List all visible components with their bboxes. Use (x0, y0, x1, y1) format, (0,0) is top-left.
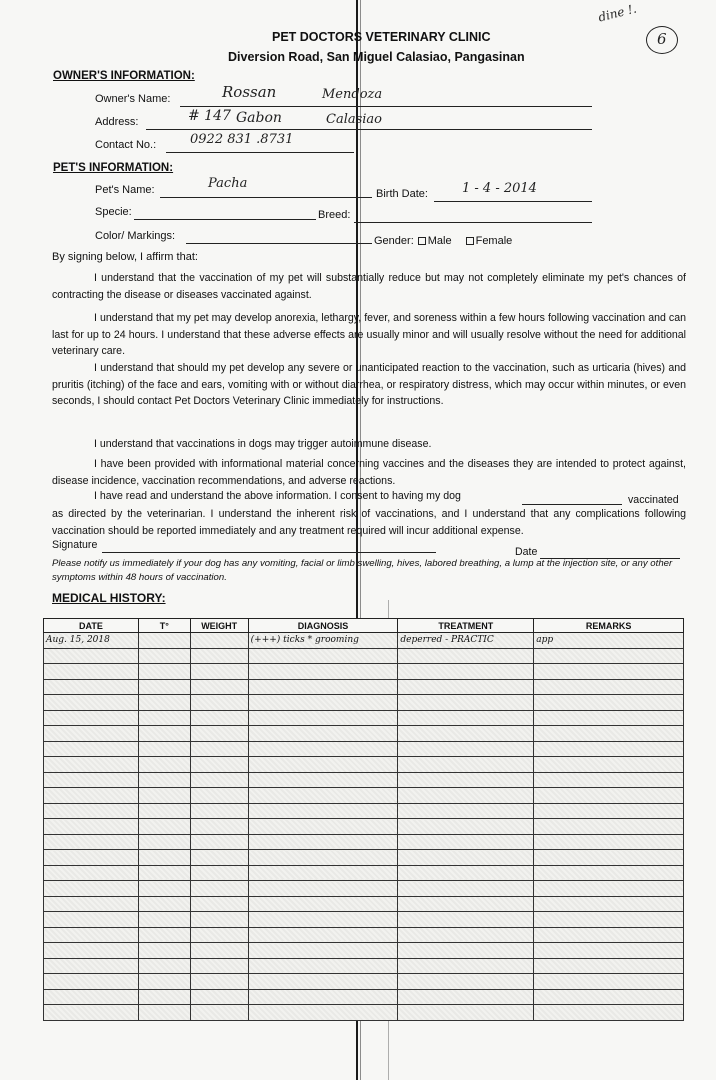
empty-cell (534, 958, 684, 974)
empty-cell (138, 803, 190, 819)
empty-cell (138, 927, 190, 943)
empty-cell (534, 881, 684, 897)
empty-cell (398, 1005, 534, 1021)
empty-cell (138, 912, 190, 928)
table-row (44, 881, 684, 897)
empty-cell (398, 850, 534, 866)
breed-line (354, 222, 592, 223)
empty-cell (138, 710, 190, 726)
cell-weight (190, 633, 248, 649)
empty-cell (248, 664, 398, 680)
empty-cell (190, 757, 248, 773)
table-row (44, 664, 684, 680)
empty-cell (398, 772, 534, 788)
empty-cell (398, 989, 534, 1005)
empty-cell (534, 757, 684, 773)
empty-cell (248, 757, 398, 773)
empty-cell (398, 648, 534, 664)
empty-cell (190, 974, 248, 990)
consent-paragraph-3: I understand that should my pet develop any severe or unanticipated reaction to the vaccination, such as urticaria (hives) and pruritis (itching) of the face and ears, vomiting with or without diarrhea, or respiratory distress, which may occur within minutes, or even seconds, I should contact Pet Doctors Veterinary Clinic immediately for instructions. (52, 362, 686, 408)
pet-section-title: PET'S INFORMATION: (53, 162, 174, 174)
empty-cell (138, 865, 190, 881)
empty-cell (190, 1005, 248, 1021)
empty-cell (534, 989, 684, 1005)
empty-cell (44, 648, 139, 664)
empty-cell (248, 865, 398, 881)
empty-cell (398, 679, 534, 695)
table-row (44, 896, 684, 912)
empty-cell (248, 974, 398, 990)
owner-section-title: OWNER'S INFORMATION: (53, 70, 195, 82)
consent-paragraph-6-start: I have read and understand the above information. I consent to having my dog (94, 490, 461, 502)
empty-cell (190, 958, 248, 974)
signature-line (102, 552, 436, 553)
consent-paragraph-4: I understand that vaccinations in dogs may trigger autoimmune disease. (94, 438, 432, 450)
empty-cell (138, 896, 190, 912)
empty-cell (44, 974, 139, 990)
empty-cell (190, 803, 248, 819)
cell-temperature (138, 633, 190, 649)
empty-cell (248, 695, 398, 711)
cell-diagnosis: (+++) ticks * grooming (248, 633, 398, 649)
empty-cell (190, 788, 248, 804)
empty-cell (534, 710, 684, 726)
empty-cell (190, 726, 248, 742)
empty-cell (398, 881, 534, 897)
cell-remarks: app (534, 633, 684, 649)
empty-cell (190, 679, 248, 695)
empty-cell (534, 741, 684, 757)
empty-cell (248, 912, 398, 928)
empty-cell (398, 757, 534, 773)
address-label: Address: (95, 116, 139, 128)
table-row (44, 695, 684, 711)
female-checkbox (466, 237, 474, 245)
empty-cell (534, 664, 684, 680)
clinic-name: PET DOCTORS VETERINARY CLINIC (272, 30, 491, 44)
dog-vaccine-line (522, 504, 622, 505)
empty-cell (44, 989, 139, 1005)
color-markings-line (186, 243, 372, 244)
cell-treatment: deperred - PRACTIC (398, 633, 534, 649)
empty-cell (138, 664, 190, 680)
empty-cell (248, 850, 398, 866)
empty-cell (44, 881, 139, 897)
empty-cell (248, 648, 398, 664)
empty-cell (534, 927, 684, 943)
medical-history-table (43, 618, 684, 1021)
table-row (44, 989, 684, 1005)
empty-cell (44, 1005, 139, 1021)
empty-cell (534, 648, 684, 664)
empty-cell (138, 788, 190, 804)
empty-cell (138, 726, 190, 742)
birth-date-line (434, 201, 592, 202)
empty-cell (534, 1005, 684, 1021)
empty-cell (190, 989, 248, 1005)
empty-cell (138, 989, 190, 1005)
empty-cell (398, 896, 534, 912)
empty-cell (248, 881, 398, 897)
birth-date-value: 1 - 4 - 2014 (462, 181, 537, 196)
empty-cell (138, 958, 190, 974)
empty-cell (44, 912, 139, 928)
empty-cell (44, 896, 139, 912)
specie-label: Specie: (95, 206, 132, 218)
pet-name-label: Pet's Name: (95, 184, 155, 196)
empty-cell (138, 881, 190, 897)
empty-cell (190, 664, 248, 680)
empty-cell (138, 819, 190, 835)
empty-cell (44, 679, 139, 695)
empty-cell (398, 927, 534, 943)
empty-cell (44, 850, 139, 866)
consent-paragraph-5: I have been provided with informational material concerning vaccines and the diseases they are intended to protect against, disease incidence, vaccination recommendations, and adverse reactions. (52, 458, 686, 487)
male-checkbox (418, 237, 426, 245)
empty-cell (534, 974, 684, 990)
empty-cell (248, 943, 398, 959)
empty-cell (44, 772, 139, 788)
empty-cell (534, 819, 684, 835)
clinic-address: Diversion Road, San Miguel Calasiao, Pangasinan (228, 50, 525, 64)
empty-cell (398, 664, 534, 680)
empty-cell (248, 710, 398, 726)
empty-cell (190, 943, 248, 959)
empty-cell (190, 772, 248, 788)
empty-cell (248, 788, 398, 804)
birth-date-label: Birth Date: (376, 188, 428, 200)
gender-label: Gender: (374, 235, 414, 247)
empty-cell (44, 788, 139, 804)
empty-cell (190, 881, 248, 897)
table-row (44, 648, 684, 664)
empty-cell (534, 679, 684, 695)
empty-cell (44, 927, 139, 943)
table-row (44, 850, 684, 866)
table-row (44, 788, 684, 804)
empty-cell (534, 772, 684, 788)
table-row (44, 803, 684, 819)
owner-name-line (180, 106, 592, 107)
page-number-mark: 6 (657, 30, 667, 48)
empty-cell (398, 695, 534, 711)
empty-cell (138, 1005, 190, 1021)
empty-cell (138, 695, 190, 711)
empty-cell (248, 772, 398, 788)
empty-cell (44, 943, 139, 959)
table-row (44, 772, 684, 788)
empty-cell (398, 943, 534, 959)
empty-cell (398, 710, 534, 726)
consent-paragraph-1: I understand that the vaccination of my pet will substantially reduce but may not completely eliminate my pet's chances of contracting the disease or diseases vaccinated against. (52, 272, 686, 301)
pet-name-line (160, 197, 372, 198)
signature-label: Signature (52, 539, 98, 551)
empty-cell (44, 803, 139, 819)
table-row (44, 1005, 684, 1021)
empty-cell (534, 943, 684, 959)
contact-line (166, 152, 354, 153)
empty-cell (44, 834, 139, 850)
color-markings-label: Color/ Markings: (95, 230, 176, 242)
table-row (44, 633, 684, 649)
empty-cell (248, 896, 398, 912)
empty-cell (190, 741, 248, 757)
empty-cell (534, 912, 684, 928)
empty-cell (44, 958, 139, 974)
empty-cell (248, 803, 398, 819)
empty-cell (44, 710, 139, 726)
empty-cell (248, 958, 398, 974)
empty-cell (248, 1005, 398, 1021)
contact-value: 0922 831 .8731 (190, 132, 294, 147)
empty-cell (534, 865, 684, 881)
empty-cell (398, 912, 534, 928)
consent-paragraph-2: I understand that my pet may develop anorexia, lethargy, fever, and soreness within a few hours following vaccination and can last for up to 24 hours. I understand that these adverse effects are usually minor and will usually resolve without the need for additional veterinary care. (52, 312, 686, 358)
empty-cell (44, 695, 139, 711)
empty-cell (248, 679, 398, 695)
table-row (44, 757, 684, 773)
col-diagnosis: DIAGNOSIS (248, 619, 398, 633)
specie-line (134, 219, 316, 220)
empty-cell (534, 896, 684, 912)
consent-vaccinated-word: vaccinated (628, 494, 679, 506)
empty-cell (44, 865, 139, 881)
table-row (44, 865, 684, 881)
col-temperature: T° (138, 619, 190, 633)
empty-cell (190, 896, 248, 912)
owner-last-name: Mendoza (322, 87, 383, 102)
table-row (44, 834, 684, 850)
empty-cell (190, 834, 248, 850)
empty-cell (398, 834, 534, 850)
empty-cell (190, 927, 248, 943)
table-row (44, 710, 684, 726)
empty-cell (534, 850, 684, 866)
table-row (44, 958, 684, 974)
table-row (44, 927, 684, 943)
empty-cell (398, 865, 534, 881)
male-option-label: Male (427, 235, 452, 247)
empty-cell (248, 927, 398, 943)
table-row (44, 912, 684, 928)
empty-cell (138, 850, 190, 866)
col-treatment: TREATMENT (398, 619, 534, 633)
address-town: Calasiao (326, 112, 383, 127)
empty-cell (44, 819, 139, 835)
empty-cell (398, 726, 534, 742)
table-row (44, 819, 684, 835)
empty-cell (248, 989, 398, 1005)
empty-cell (44, 741, 139, 757)
table-row (44, 943, 684, 959)
empty-cell (138, 757, 190, 773)
medical-history-title: MEDICAL HISTORY: (52, 591, 166, 605)
empty-cell (44, 726, 139, 742)
table-row (44, 726, 684, 742)
empty-cell (534, 803, 684, 819)
empty-cell (138, 772, 190, 788)
owner-name-label: Owner's Name: (95, 93, 171, 105)
table-row (44, 974, 684, 990)
empty-cell (190, 648, 248, 664)
empty-cell (398, 788, 534, 804)
cell-date: Aug. 15, 2018 (44, 633, 139, 649)
col-weight: WEIGHT (190, 619, 248, 633)
col-date: DATE (44, 619, 139, 633)
empty-cell (534, 726, 684, 742)
breed-label: Breed: (318, 209, 351, 221)
post-vaccination-notice: Please notify us immediately if your dog has any vomiting, facial or limb swelling, hives, labored breathing, a lump at the injection site, or any other symptoms within 48 hours of vaccination. (52, 558, 673, 583)
gender-field (374, 235, 512, 247)
empty-cell (190, 710, 248, 726)
consent-paragraph-6-rest: as directed by the veterinarian. I understand the inherent risk of vaccinations, and I understand that any complications following vaccination should be reported immediately and any treatment required will incur additional expense. (52, 508, 686, 537)
empty-cell (138, 648, 190, 664)
empty-cell (534, 695, 684, 711)
empty-cell (534, 788, 684, 804)
address-line (146, 129, 592, 130)
empty-cell (190, 865, 248, 881)
consent-intro: By signing below, I affirm that: (52, 251, 198, 263)
female-option-label: Female (475, 235, 513, 247)
corner-handwritten-note: dine !. (596, 1, 638, 25)
contact-label: Contact No.: (95, 139, 157, 151)
address-number: # 147 (188, 108, 231, 124)
empty-cell (190, 912, 248, 928)
owner-first-name: Rossan (222, 83, 277, 101)
empty-cell (138, 943, 190, 959)
empty-cell (248, 819, 398, 835)
address-street: Gabon (236, 110, 282, 126)
empty-cell (44, 757, 139, 773)
empty-cell (534, 834, 684, 850)
table-row (44, 679, 684, 695)
empty-cell (190, 850, 248, 866)
empty-cell (398, 974, 534, 990)
empty-cell (398, 803, 534, 819)
empty-cell (138, 679, 190, 695)
empty-cell (248, 834, 398, 850)
history-header-row (44, 619, 684, 633)
empty-cell (138, 741, 190, 757)
empty-cell (190, 695, 248, 711)
pet-name-value: Pacha (208, 176, 248, 191)
empty-cell (398, 819, 534, 835)
empty-cell (190, 819, 248, 835)
empty-cell (138, 974, 190, 990)
empty-cell (248, 726, 398, 742)
date-label: Date (515, 546, 538, 558)
empty-cell (138, 834, 190, 850)
empty-cell (398, 741, 534, 757)
empty-cell (248, 741, 398, 757)
col-remarks: REMARKS (534, 619, 684, 633)
table-row (44, 741, 684, 757)
empty-cell (398, 958, 534, 974)
empty-cell (44, 664, 139, 680)
